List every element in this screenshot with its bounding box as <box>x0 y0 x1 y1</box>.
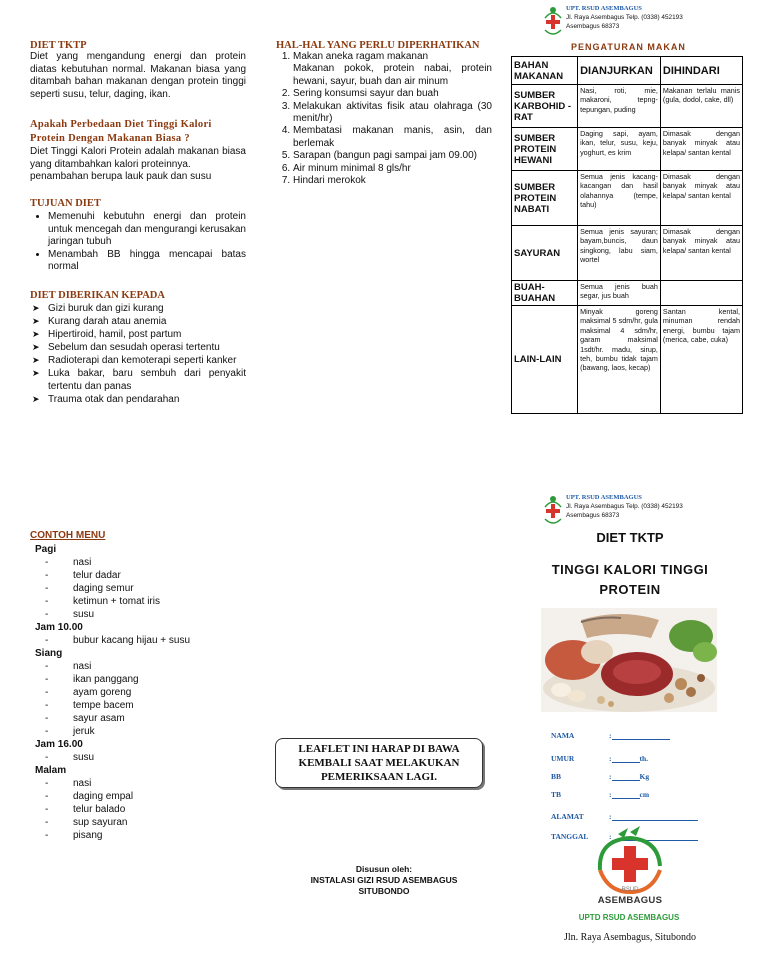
table-row <box>512 306 743 414</box>
recommended-cell: Minyak goreng maksimal 5 sdm/hr, gula maksimal 4 sdm/hr, garam maksimal 1sdt/hr. madu, sirup, teh, bumbu tidak tajam (bawang, laos, kecap) <box>578 306 661 414</box>
menu-item: - daging empal <box>45 791 134 802</box>
table-row <box>512 226 743 281</box>
menu-item: - jeruk <box>45 726 95 737</box>
form-unit: cm <box>639 790 650 799</box>
cover-address: Jln. Raya Asembagus, Situbondo <box>564 932 696 943</box>
height-field[interactable] <box>612 798 640 799</box>
table-title: PENGATURAN MAKAN <box>571 42 686 52</box>
attention-item: 3. Melakukan aktivitas fisik atau olahraga (30 menit/hr) <box>293 101 492 126</box>
menu-item: - bubur kacang hijau + susu <box>45 635 191 646</box>
form-unit: th. <box>639 754 649 763</box>
menu-heading: CONTOH MENU <box>30 530 106 541</box>
attention-item: 6. Air minum minimal 8 gls/hr <box>293 163 492 175</box>
hospital-address: Jl. Raya Asembagus Telp. (0338) 452193 <box>566 503 683 510</box>
menu-group-title: Siang <box>35 648 63 659</box>
menu-item: - sayur asam <box>45 713 125 724</box>
hospital-header-top <box>543 4 683 38</box>
patient-form <box>551 717 721 841</box>
author-org: INSTALASI GIZI RSUD ASEMBAGUS <box>310 875 458 885</box>
weight-field[interactable] <box>612 780 640 781</box>
attention-item: 4. Membatasi makanan manis, asin, dan berlemak <box>293 125 492 150</box>
protein-food-photo <box>541 608 717 712</box>
recommended-cell: Daging sapi, ayam, ikan, telur, susu, keju, yoghurt, es krim <box>578 128 661 171</box>
form-label: UMUR <box>551 754 575 763</box>
goal-list <box>30 211 246 274</box>
diet-description: Diet yang mengandung energi dan protein diatas kebutuhan normal. Makanan biasa yang ditambah bahan makanan dengan protein tinggi seperti susu, telur, daging, ikan. <box>30 51 246 100</box>
menu-item: - sup sayuran <box>45 817 128 828</box>
form-unit: Kg <box>639 772 650 781</box>
avoid-cell: Dimasak dengan banyak minyak atau kelapa/ santan kental <box>660 128 742 171</box>
form-label: TB <box>551 790 562 799</box>
form-row-alamat: ALAMAT : <box>551 799 721 821</box>
table-header-row <box>512 57 743 85</box>
hospital-name: UPT. RSUD ASEMBAGUS <box>566 5 642 12</box>
form-label: BB <box>551 772 562 781</box>
author-label: Disusun oleh: <box>355 864 413 874</box>
intro-section <box>30 40 246 101</box>
menu-item: - daging semur <box>45 583 134 594</box>
given-item: ➤ Gizi buruk dan gizi kurang <box>30 302 246 315</box>
diet-heading: DIET TKTP <box>30 40 87 51</box>
recommended-cell: Semua jenis kacang-kacangan dan hasil olahannya (tempe, tahu) <box>578 171 661 226</box>
given-item: ➤ Sebelum dan sesudah operasi tertentu <box>30 341 246 354</box>
form-label: NAMA <box>551 731 575 740</box>
header-cell: BAHAN MAKANAN <box>512 57 578 85</box>
given-item: ➤ Hipertiroid, hamil, post partum <box>30 328 246 341</box>
recommended-cell: Nasi, roti, mie, makaroni, tepng-tepungan, puding <box>578 85 661 128</box>
org-name-green: UPTD RSUD ASEMBAGUS <box>578 913 680 922</box>
menu-item: - susu <box>45 609 95 620</box>
table-row <box>512 171 743 226</box>
hospital-logo-icon <box>543 4 563 38</box>
attention-item: 5. Sarapan (bangun pagi sampai jam 09.00) <box>293 150 492 162</box>
menu-group-title: Malam <box>35 765 67 776</box>
menu-item: - pisang <box>45 830 103 841</box>
difference-section <box>30 118 246 184</box>
hospital-address: Jl. Raya Asembagus Telp. (0338) 452193 <box>566 14 683 21</box>
table-row <box>512 85 743 128</box>
menu-section <box>30 529 250 842</box>
form-label: TANGGAL <box>551 832 589 841</box>
logo-text: ASEMBAGUS <box>597 895 663 906</box>
menu-item: - nasi <box>45 557 92 568</box>
header-cell: DIHINDARI <box>660 57 742 85</box>
category-cell: BUAH-BUAHAN <box>512 281 578 306</box>
attention-heading: HAL-HAL YANG PERLU DIPERHATIKAN <box>276 40 480 51</box>
avoid-cell: Dimasak dengan banyak minyak atau kelapa/ santan kental <box>660 226 742 281</box>
hospital-city: Asembagus 68373 <box>566 512 620 519</box>
form-row-umur: UMUR : th. <box>551 754 649 763</box>
recommended-cell: Semua jenis sayuran; bayam,buncis, daun singkong, labu siam, wortel <box>578 226 661 281</box>
hospital-name: UPT. RSUD ASEMBAGUS <box>566 494 642 501</box>
table-row <box>512 128 743 171</box>
avoid-cell: Santan kental, minuman rendah energi, bumbu tajam (merica, cabe, cuka) <box>660 306 742 414</box>
attention-item: 7. Hindari merokok <box>293 175 492 187</box>
difference-text-2: penambahan berupa lauk pauk dan susu <box>30 171 212 182</box>
table-row <box>512 281 743 306</box>
attention-section <box>276 40 492 187</box>
category-cell: SUMBER KARBOHID -RAT <box>512 85 578 128</box>
leaflet-notice: LEAFLET INI HARAP DI BAWA KEMBALI SAAT MELAKUKAN PEMERIKSAAN LAGI. <box>275 738 483 788</box>
menu-item: - nasi <box>45 778 92 789</box>
category-cell: LAIN-LAIN <box>512 306 578 414</box>
cover-subtitle: TINGGI KALORI TINGGI PROTEIN <box>551 562 709 597</box>
address-field[interactable] <box>612 820 698 821</box>
form-row-bb: BB : Kg <box>551 772 650 781</box>
food-table <box>511 56 743 414</box>
hospital-header-cover <box>543 493 683 527</box>
form-label: ALAMAT <box>551 812 584 821</box>
given-item: ➤ Radioterapi dan kemoterapi seperti kanker <box>30 354 246 367</box>
attention-item: 2. Sering konsumsi sayur dan buah <box>293 88 492 100</box>
author-place: SITUBONDO <box>358 886 410 896</box>
category-cell: SUMBER PROTEIN HEWANI <box>512 128 578 171</box>
hospital-logo-icon <box>543 493 563 527</box>
goal-heading: TUJUAN DIET <box>30 198 101 209</box>
avoid-cell: Makanan terlalu manis (gula, dodol, cake, dll) <box>660 85 742 128</box>
menu-group-title: Pagi <box>35 544 57 555</box>
name-field[interactable] <box>612 739 670 740</box>
given-item: ➤ Luka bakar, baru sembuh dari penyakit tertentu dan panas <box>30 367 246 393</box>
category-cell: SAYURAN <box>512 226 578 281</box>
goal-section <box>30 198 246 274</box>
menu-item: - nasi <box>45 661 92 672</box>
form-row-tanggal: TANGGAL : <box>551 821 721 841</box>
menu-item: - susu <box>45 752 95 763</box>
cover-title: DIET TKTP <box>596 530 664 545</box>
category-cell: SUMBER PROTEIN NABATI <box>512 171 578 226</box>
hospital-city: Asembagus 68373 <box>566 23 620 30</box>
given-heading: DIET DIBERIKAN KEPADA <box>30 290 165 301</box>
logo-small-text: RSUD <box>621 887 639 893</box>
menu-item: - ketimun + tomat iris <box>45 596 160 607</box>
recommended-cell: Semua jenis buah segar, jus buah <box>578 281 661 306</box>
menu-group-title: Jam 10.00 <box>35 622 83 633</box>
given-list <box>30 302 246 406</box>
form-row-nama: NAMA : <box>551 717 721 740</box>
menu-item: - tempe bacem <box>45 700 134 711</box>
age-field[interactable] <box>612 762 640 763</box>
attention-list <box>276 51 492 187</box>
goal-item: • Menambah BB hingga mencapai batas normal <box>48 249 246 274</box>
menu-item: - ikan panggang <box>45 674 139 685</box>
goal-item: • Memenuhi kebutuhn energi dan protein untuk mencegah dan mengurangi kerusakan jaringan tubuh <box>48 211 246 249</box>
menu-item: - ayam goreng <box>45 687 132 698</box>
difference-text: Diet Tinggi Kalori Protein adalah makanan biasa yang ditambahkan kalori proteinnya. <box>30 146 246 170</box>
difference-heading: Apakah Perbedaan Diet Tinggi Kalori Protein Dengan Makanan Biasa ? <box>30 119 212 144</box>
given-section <box>30 290 246 406</box>
menu-group-title: Jam 16.00 <box>35 739 83 750</box>
author-block <box>276 864 492 897</box>
attention-item: 1. Makan aneka ragam makanan Makanan pokok, protein nabai, protein hewani, sayur, buah dan air minum <box>293 51 492 88</box>
menu-item: - telur balado <box>45 804 126 815</box>
avoid-cell: Dimasak dengan banyak minyak atau kelapa/ santan kental <box>660 171 742 226</box>
form-row-tb: TB : cm <box>551 790 650 799</box>
given-item: ➤ Trauma otak dan pendarahan <box>30 393 246 406</box>
avoid-cell <box>660 281 742 306</box>
header-cell: DIANJURKAN <box>578 57 661 85</box>
attention-item-detail: Makanan pokok, protein nabai, protein hewani, sayur, buah dan air minum <box>293 63 492 87</box>
given-item: ➤ Kurang darah atau anemia <box>30 315 246 328</box>
menu-item: - telur dadar <box>45 570 121 581</box>
